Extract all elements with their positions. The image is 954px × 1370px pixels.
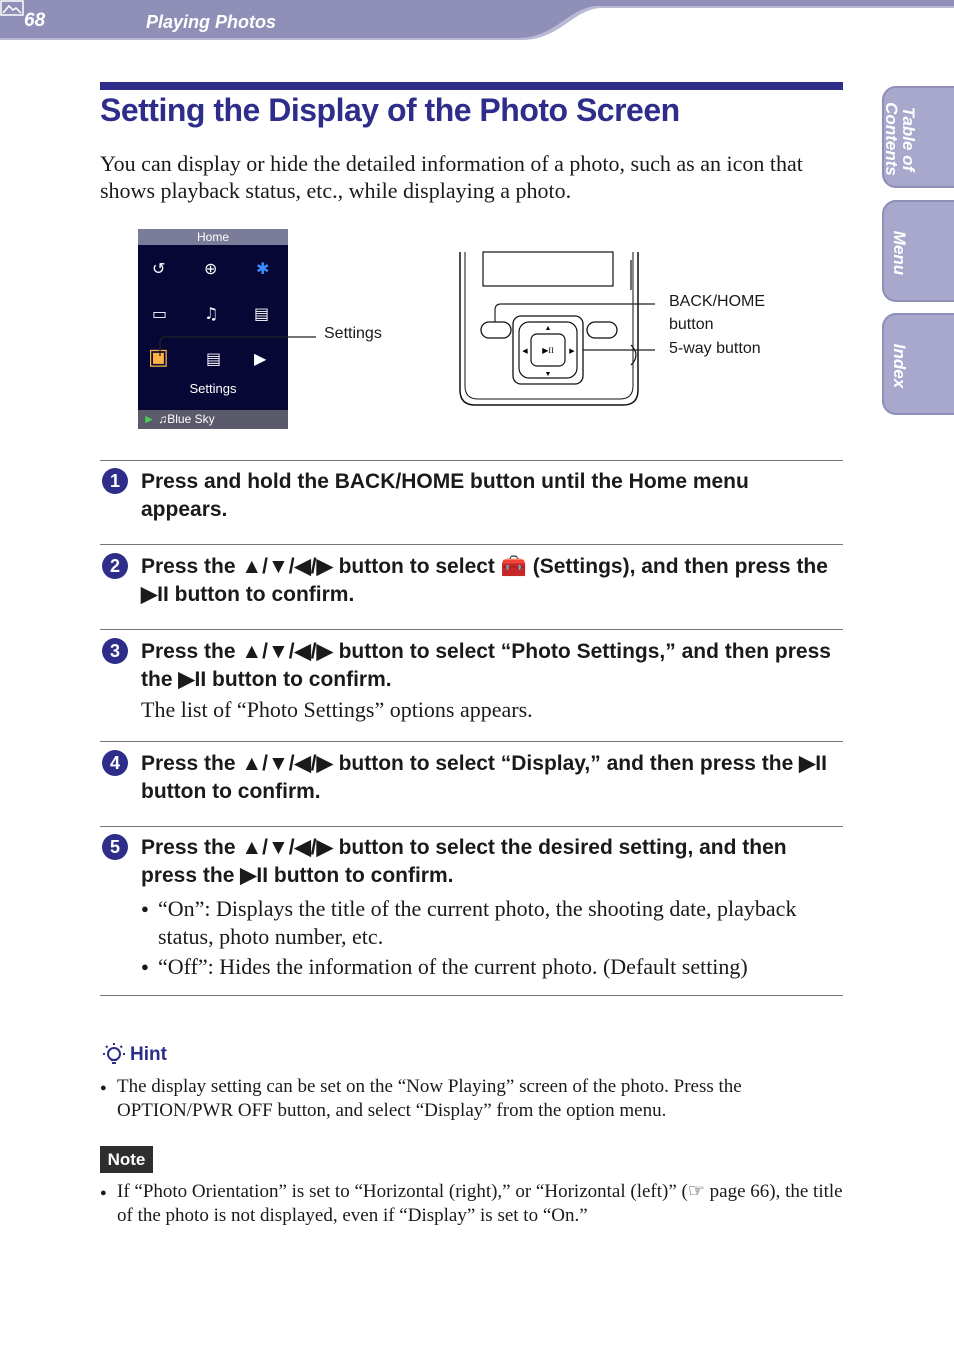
hint-heading: Hint xyxy=(130,1044,167,1065)
divider xyxy=(100,460,843,461)
header-band xyxy=(0,0,954,44)
player-device-drawing xyxy=(455,250,655,410)
option-on: ● “On”: Displays the title of the current photo, the shooting date, playback status, photo number, etc. xyxy=(141,895,853,951)
settings-toolbox-icon: ▣ xyxy=(148,345,169,370)
divider xyxy=(100,995,843,996)
step-result: The list of “Photo Settings” options appears. xyxy=(141,697,533,722)
hint-text: ● The display setting can be set on the “Now Playing” screen of the photo. Press the OPTION/PWR OFF button, and select “Display” from the option menu. xyxy=(100,1075,857,1123)
screen-title: Home xyxy=(138,229,288,245)
section-title: Playing Photos xyxy=(146,12,277,32)
tab-index[interactable] xyxy=(882,313,954,415)
five-way-callout: 5-way button xyxy=(669,340,761,357)
settings-leader-line xyxy=(150,330,320,360)
step-instruction: Press and hold the BACK/HOME button until the Home menu appears. xyxy=(141,470,749,521)
step-instruction: Press the ▲/▼/◀/▶ button to select the desired setting, and then press the ▶II button to confirm. xyxy=(141,836,787,887)
bluetooth-icon: ✱ xyxy=(256,259,270,278)
option-off: ● “Off”: Hides the information of the current photo. (Default setting) xyxy=(141,953,853,981)
callout-line-1: BACK/HOME xyxy=(669,293,766,310)
step-number: 5 xyxy=(102,834,128,860)
step-number: 1 xyxy=(102,468,128,494)
now-playing-bar xyxy=(138,410,288,429)
svg-text:▶II: ▶II xyxy=(542,346,554,355)
svg-text:▶: ▶ xyxy=(569,347,575,355)
svg-text:▲: ▲ xyxy=(544,324,552,332)
music-note-icon: ♫ xyxy=(158,412,168,426)
tab-table-of-contents[interactable] xyxy=(882,86,954,188)
settings-callout: Settings xyxy=(324,325,382,342)
page-title: Setting the Display of the Photo Screen xyxy=(100,92,680,128)
step-instruction: Press the ▲/▼/◀/▶ button to select “Photo Settings,” and then press the ▶II button to confirm. xyxy=(141,640,831,691)
page-number: 68 xyxy=(24,10,46,31)
callout-line-2: button xyxy=(669,316,714,333)
now-playing-icon: ▶ xyxy=(254,349,267,368)
now-playing-title: Blue Sky xyxy=(167,412,215,426)
music-icon: ♫ xyxy=(204,304,219,323)
video-icon: ▤ xyxy=(254,304,270,323)
divider xyxy=(100,826,843,827)
home-screen-image xyxy=(138,229,288,429)
screen-selected-label: Settings xyxy=(189,381,237,396)
search-icon: ⊕ xyxy=(204,259,218,278)
note-label: Note xyxy=(100,1146,153,1173)
step-instruction: Press the ▲/▼/◀/▶ button to select “Display,” and then press the ▶II button to confirm. xyxy=(141,752,827,803)
tab-menu[interactable] xyxy=(882,200,954,302)
step-number: 4 xyxy=(102,750,128,776)
divider xyxy=(100,741,843,742)
play-icon: ► xyxy=(143,412,155,426)
tab-label: Menu xyxy=(890,230,910,276)
shuffle-icon: ↺ xyxy=(152,259,166,278)
step-number: 3 xyxy=(102,638,128,664)
note-text: ● If “Photo Orientation” is set to “Horizontal (right),” or “Horizontal (left)” (☞ page 66), the title of the photo is not displayed, even if “Display” is set to “On.” xyxy=(100,1180,857,1228)
divider xyxy=(100,544,843,545)
intro-paragraph: You can display or hide the detailed information of a photo, such as an icon that shows playback status, etc., while displaying a photo. xyxy=(100,151,803,203)
svg-text:▼: ▼ xyxy=(544,370,552,378)
svg-text:◀: ◀ xyxy=(522,347,528,355)
document-icon: ▤ xyxy=(206,349,222,368)
divider xyxy=(100,629,843,630)
photo-icon xyxy=(0,0,24,16)
photo-icon: ▭ xyxy=(152,304,168,323)
title-rule xyxy=(100,82,843,90)
back-home-callout xyxy=(669,290,765,336)
step-instruction: Press the ▲/▼/◀/▶ button to select 🧰 (Settings), and then press the ▶II button to confirm. xyxy=(141,555,828,606)
tab-label: Table of Contents xyxy=(882,102,918,176)
hint-lightbulb-icon xyxy=(100,1042,128,1070)
tab-label: Index xyxy=(890,343,910,389)
step-number: 2 xyxy=(102,553,128,579)
page-header xyxy=(0,0,954,44)
